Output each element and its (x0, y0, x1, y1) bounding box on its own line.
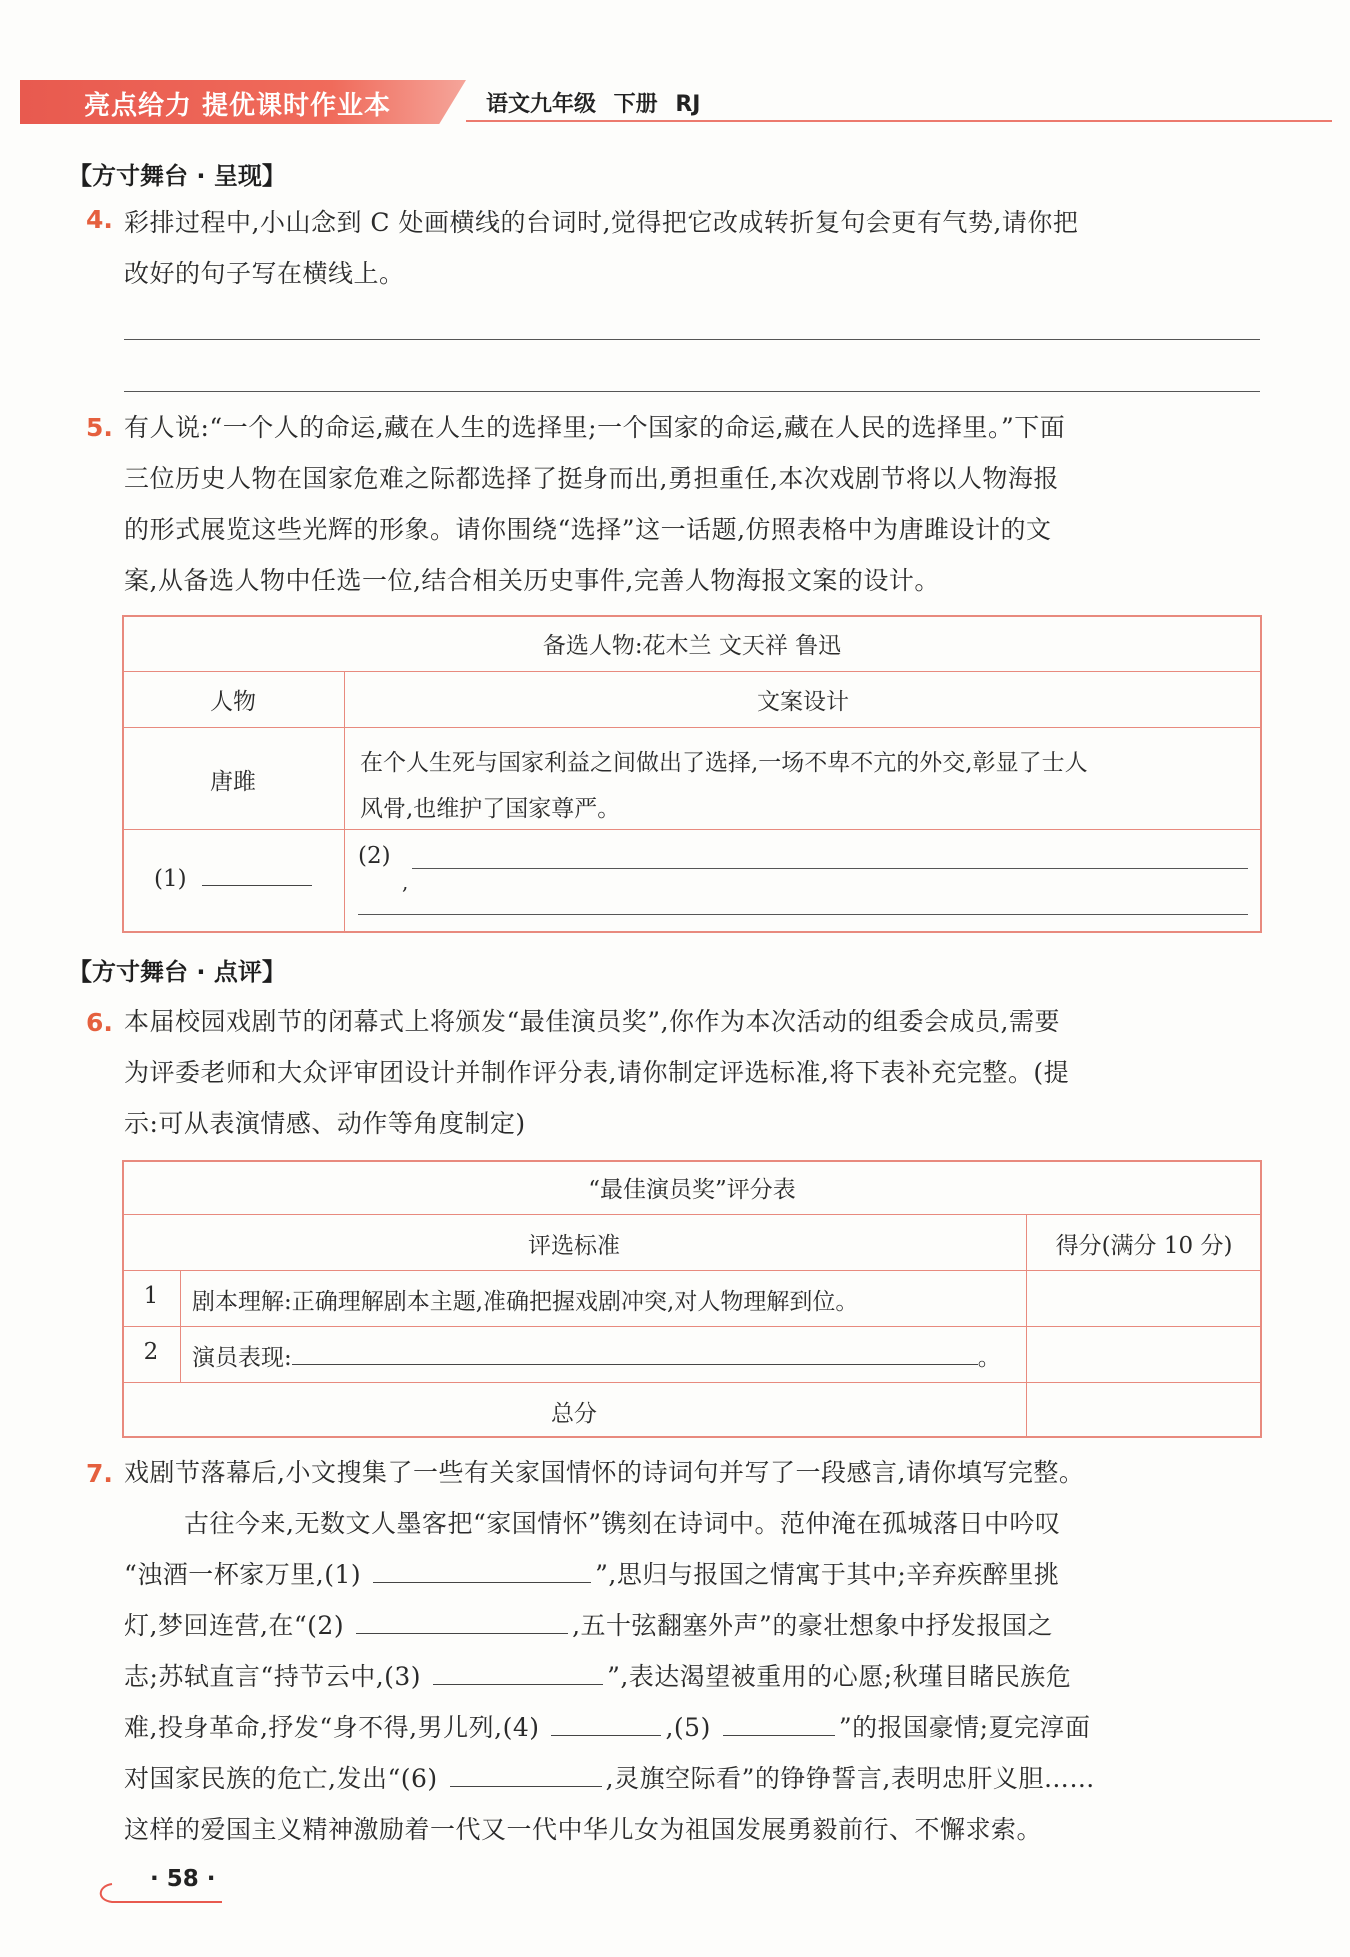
question-4-line: 改好的句子写在横线上。 (124, 259, 405, 288)
question-6-text (124, 996, 1260, 1149)
subject-title: 语文九年级 下册 RJ (486, 92, 701, 117)
person-blank[interactable] (154, 866, 312, 892)
question-5-line: 三位历史人物在国家危难之际都选择了挺身而出,勇担重任,本次戏剧节将以人物海报 (124, 464, 1059, 493)
answer-line[interactable] (358, 914, 1248, 915)
question-4-number: 4. (86, 205, 113, 234)
question-5-text (124, 402, 1260, 606)
text-run: ,(5) (665, 1713, 711, 1742)
answer-line[interactable] (124, 339, 1260, 340)
section-review-heading: 【方寸舞台 · 点评】 (68, 958, 286, 986)
answer-blank[interactable] (202, 885, 312, 886)
text-run: 对国家民族的危亡,发出“(6) (124, 1764, 438, 1793)
col-person-header: 人物 (210, 689, 256, 715)
copy-blank-label: (2) (358, 843, 391, 869)
answer-line[interactable] (412, 868, 1248, 869)
question-5-number: 5. (86, 413, 113, 442)
question-7-line (124, 1651, 1260, 1702)
table-divider (122, 671, 1262, 672)
text-run: ,五十弦翻塞外声”的豪壮想象中抒发报国之 (572, 1611, 1053, 1640)
question-5-line: 案,从备选人物中任选一位,结合相关历史事件,完善人物海报文案的设计。 (124, 566, 940, 595)
question-6-line: 为评委老师和大众评审团设计并制作评分表,请你制定评选标准,将下表补充完整。(提 (124, 1058, 1070, 1087)
criteria-text (192, 1339, 1001, 1372)
example-person: 唐雎 (210, 769, 256, 795)
example-copy (360, 740, 1088, 832)
question-4-text (124, 197, 1260, 299)
blank-label: (1) (154, 866, 187, 892)
question-5-line: 有人说:“一个人的命运,藏在人生的选择里;一个国家的命运,藏在人民的选择里。”下面 (124, 413, 1066, 442)
text-run: ”的报国豪情;夏完淳面 (838, 1713, 1091, 1742)
total-score-label: 总分 (551, 1401, 597, 1427)
criteria-label: 演员表现: (192, 1345, 292, 1371)
question-4-line: 彩排过程中,小山念到 C 处画横线的台词时,觉得把它改成转折复句会更有气势,请你把 (124, 208, 1079, 237)
candidates-row: 备选人物:花木兰 文天祥 鲁迅 (542, 633, 842, 659)
table-divider (122, 727, 1262, 728)
col-copy-header: 文案设计 (757, 689, 849, 715)
question-6-number: 6. (86, 1008, 113, 1037)
text-run: 难,投身革命,抒发“身不得,男儿列,(4) (124, 1713, 540, 1742)
section-present-heading: 【方寸舞台 · 呈现】 (68, 162, 286, 190)
question-6-line: 示:可从表演情感、动作等角度制定) (124, 1109, 526, 1138)
page-number: · 58 · (150, 1866, 216, 1892)
question-7-line (124, 1702, 1260, 1753)
text-run: “浊酒一杯家万里,(1) (124, 1560, 362, 1589)
answer-blank[interactable] (450, 1786, 602, 1787)
criteria-text: 剧本理解:正确理解剧本主题,准确把握戏剧冲突,对人物理解到位。 (192, 1289, 859, 1315)
question-5-line: 的形式展览这些光辉的形象。请你围绕“选择”这一话题,仿照表格中为唐雎设计的文 (124, 515, 1052, 544)
question-7-line: 这样的爱国主义精神激励着一代又一代中华儿女为祖国发展勇毅前行、不懈求索。 (124, 1815, 1043, 1844)
row-number: 1 (143, 1283, 159, 1309)
row-number: 2 (143, 1339, 159, 1365)
table-divider (122, 1382, 1262, 1383)
answer-blank[interactable] (723, 1735, 835, 1736)
text-run: 灯,梦回连营,在“(2) (124, 1611, 345, 1640)
question-7-number: 7. (86, 1459, 113, 1488)
question-7-line (124, 1600, 1260, 1651)
copy-blank-comma: , (402, 870, 409, 894)
table-divider (122, 1214, 1262, 1215)
criteria-end: 。 (977, 1345, 1001, 1371)
table-divider (180, 1270, 181, 1382)
header-rule (466, 120, 1332, 122)
score-table-title: “最佳演员奖”评分表 (588, 1177, 796, 1203)
question-7-line (124, 1549, 1260, 1600)
answer-blank[interactable] (373, 1582, 591, 1583)
text-run: ”,表达渴望被重用的心愿;秋瑾目睹民族危 (607, 1662, 1072, 1691)
answer-blank[interactable] (292, 1364, 978, 1365)
question-7-line: 戏剧节落幕后,小文搜集了一些有关家国情怀的诗词句并写了一段感言,请你填写完整。 (124, 1458, 1085, 1487)
series-title: 亮点给力 提优课时作业本 (84, 91, 392, 121)
answer-line[interactable] (124, 391, 1260, 392)
table-divider (122, 1326, 1262, 1327)
answer-blank[interactable] (433, 1684, 603, 1685)
table-divider (122, 1270, 1262, 1271)
example-copy-line: 在个人生死与国家利益之间做出了选择,一场不卑不亢的外交,彰显了士人 (360, 750, 1088, 776)
question-7-line: 古往今来,无数文人墨客把“家国情怀”镌刻在诗词中。范仲淹在孤城落日中吟叹 (184, 1509, 1061, 1538)
col-criteria-header: 评选标准 (528, 1233, 620, 1259)
text-run: ”,思归与报国之情寓于其中;辛弃疾醉里挑 (595, 1560, 1060, 1589)
answer-blank[interactable] (551, 1735, 661, 1736)
text-run: 志;苏轼直言“持节云中,(3) (124, 1662, 422, 1691)
example-copy-line: 风骨,也维护了国家尊严。 (360, 796, 621, 822)
answer-blank[interactable] (356, 1633, 568, 1634)
col-score-header: 得分(满分 10 分) (1055, 1233, 1233, 1259)
text-run: ,灵旗空际看”的铮铮誓言,表明忠肝义胆…… (605, 1764, 1095, 1793)
question-7-text (124, 1447, 1260, 1855)
question-6-line: 本届校园戏剧节的闭幕式上将颁发“最佳演员奖”,你作为本次活动的组委会成员,需要 (124, 1007, 1060, 1036)
question-7-line (124, 1753, 1260, 1804)
